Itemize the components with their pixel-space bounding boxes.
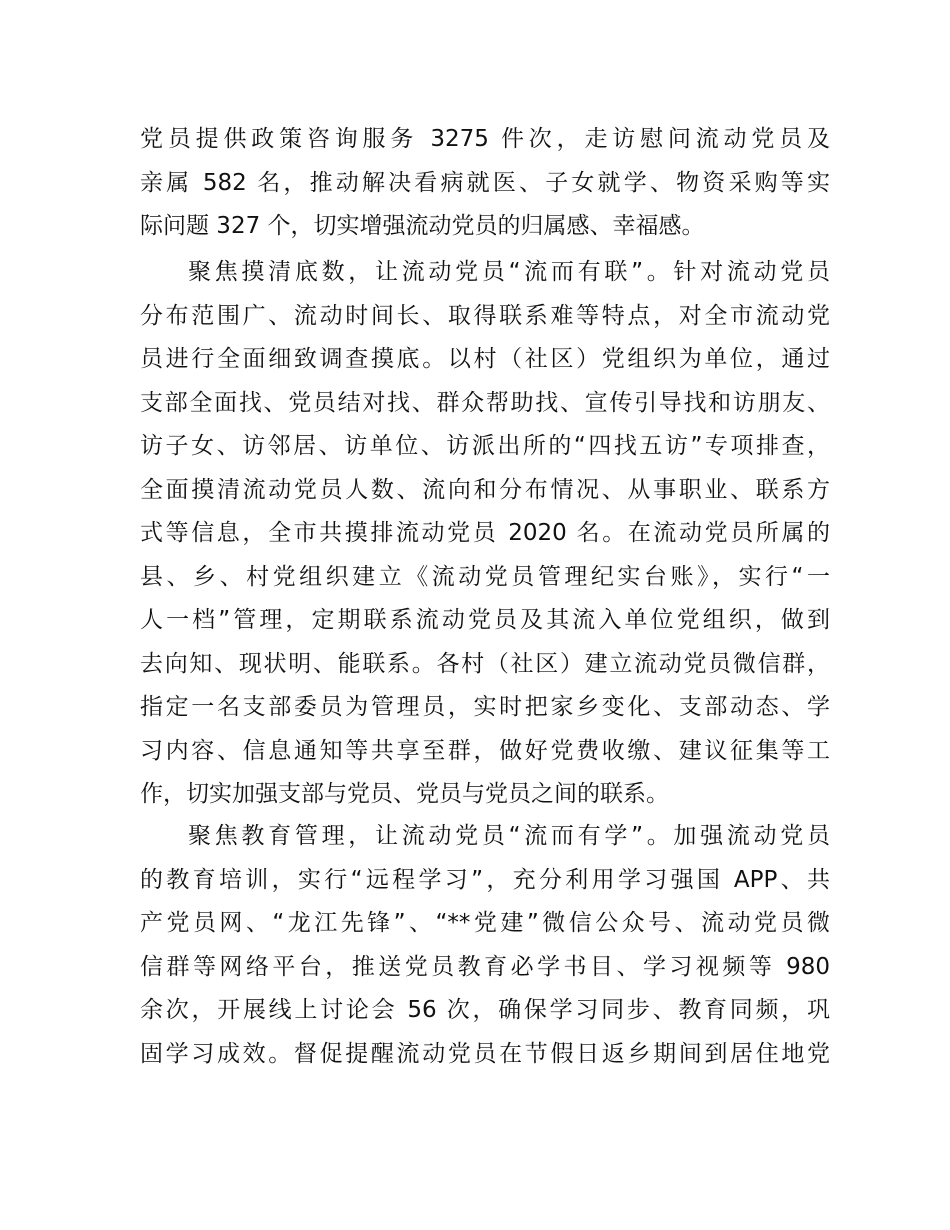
text-line: 全面摸清流动党员人数、流向和分布情况、从事职业、联系方 <box>140 476 830 503</box>
text-line: 人一档”管理，定期联系流动党员及其流入单位党组织，做到 <box>140 607 830 633</box>
text-line: 聚焦摸清底数，让流动党员“流而有联”。针对流动党员 <box>188 259 830 285</box>
paragraph-2 <box>140 251 830 817</box>
text-line: 的教育培训，实行“远程学习”，充分利用学习强国 APP、共 <box>140 866 830 893</box>
text-line: 式等信息，全市共摸排流动党员 2020 名。在流动党员所属的 <box>140 520 830 546</box>
text-line: 亲属 582 名，推动解决看病就医、子女就学、物资采购等实 <box>140 169 830 196</box>
text-line: 信群等网络平台，推送党员教育必学书目、学习视频等 980 <box>140 953 830 980</box>
text-line: 员进行全面细致调查摸底。以村（社区）党组织为单位，通过 <box>140 346 830 372</box>
text-line: 支部全面找、党员结对找、群众帮助找、宣传引导找和访朋友、 <box>140 389 830 416</box>
text-line: 聚焦教育管理，让流动党员“流而有学”。加强流动党员 <box>188 823 830 849</box>
text-line: 产党员网、“龙江先锋”、“**党建”微信公众号、流动党员微 <box>140 910 830 936</box>
text-line: 习内容、信息通知等共享至群，做好党费收缴、建议征集等工 <box>140 737 830 764</box>
text-line: 际问题 327 个，切实增强流动党员的归属感、幸福感。 <box>140 213 705 239</box>
paragraph-1 <box>140 118 830 249</box>
text-line: 访子女、访邻居、访单位、访派出所的“四找五访”专项排查， <box>140 433 830 459</box>
text-line: 指定一名支部委员为管理员，实时把家乡变化、支部动态、学 <box>140 694 830 720</box>
text-line: 固学习成效。督促提醒流动党员在节假日返乡期间到居住地党 <box>140 1040 830 1067</box>
text-line: 分布范围广、流动时间长、取得联系难等特点，对全市流动党 <box>140 302 830 329</box>
text-line: 作，切实加强支部与党员、党员与党员之间的联系。 <box>140 781 669 807</box>
text-line: 党员提供政策咨询服务 3275 件次，走访慰问流动党员及 <box>140 126 830 152</box>
text-line: 余次，开展线上讨论会 56 次，确保学习同步、教育同频，巩 <box>140 997 830 1023</box>
paragraph-3 <box>140 815 830 1076</box>
text-line: 去向知、现状明、能联系。各村（社区）建立流动党员微信群， <box>140 650 830 677</box>
text-line: 县、乡、村党组织建立《流动党员管理纪实台账》，实行“一 <box>140 563 830 590</box>
